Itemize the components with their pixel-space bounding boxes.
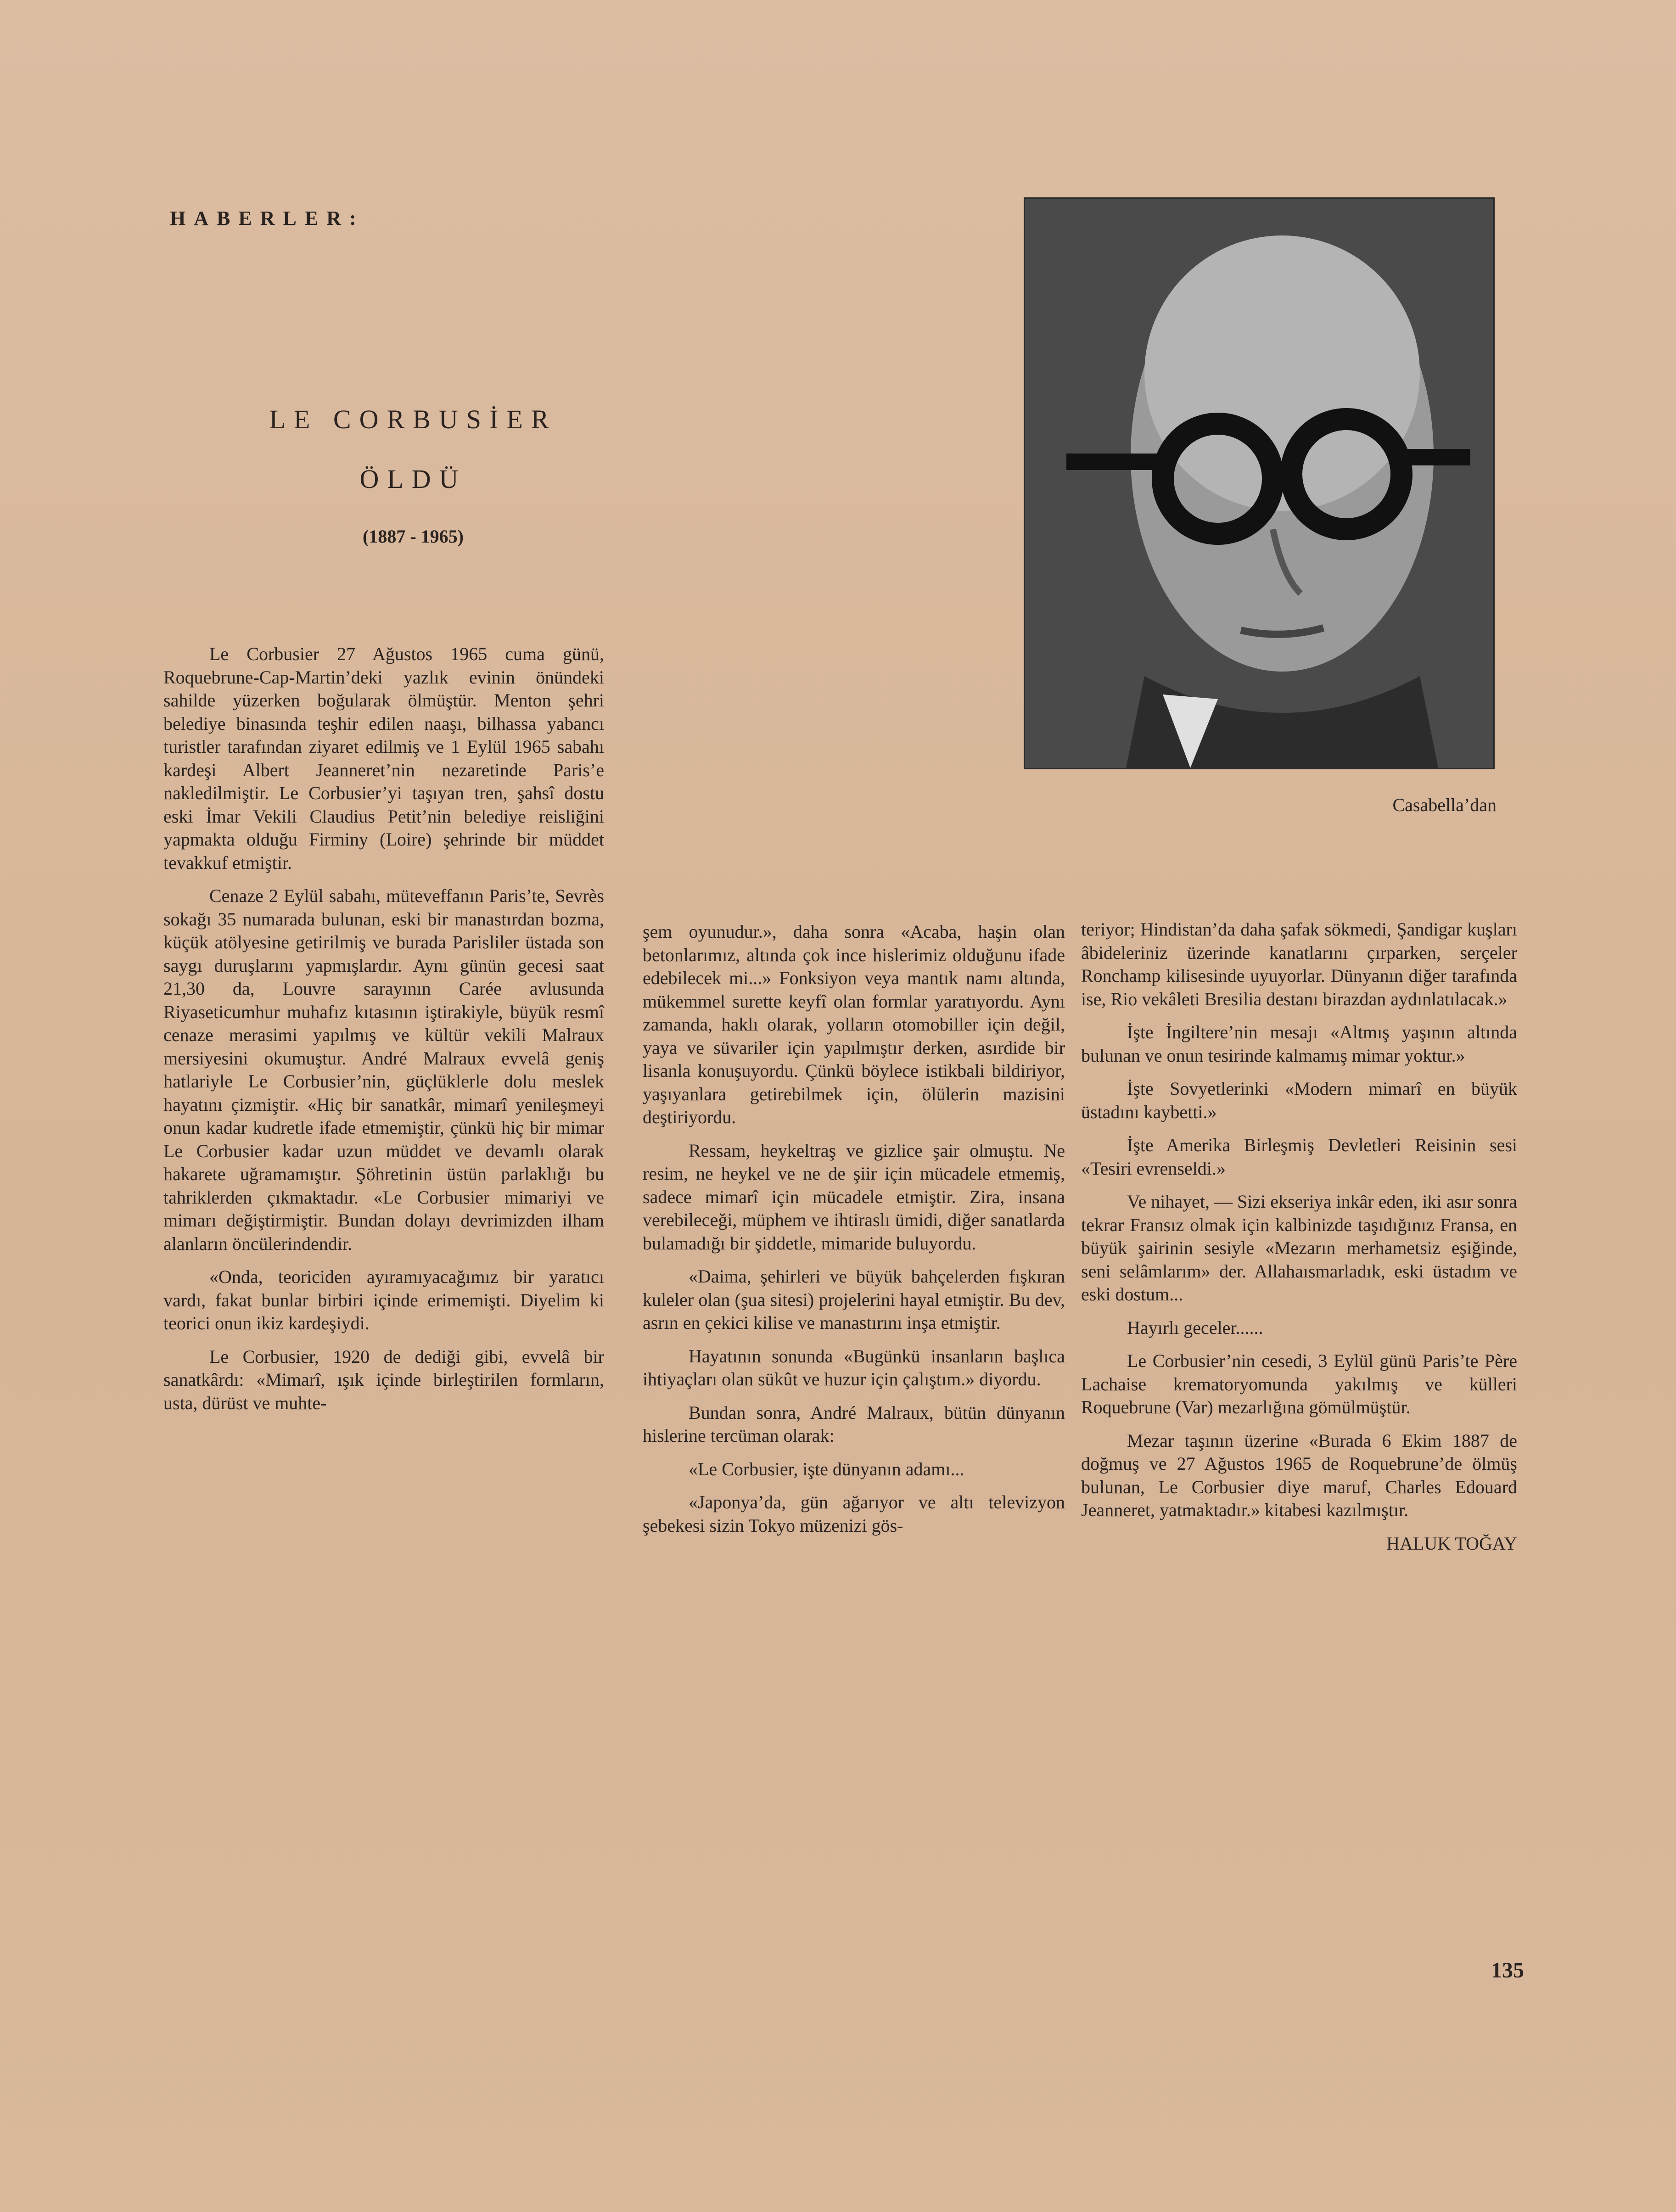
paragraph: Ressam, heykeltraş ve gizlice şair olmuştu. Ne resim, ne heykel ve ne de şiir için mücadele etmemiş, sadece mimarî için mücadele etmiştir. Zira, insana verebileceği, müphem ve ihtiraslı ümidi, diğer sanatlarda bulamadığı bir şiddetle, mimaride buluyordu. <box>643 1140 1065 1254</box>
author-name: HALUK TOĞAY <box>1386 1533 1517 1554</box>
paragraph: İşte İngiltere’nin mesajı «Altmış yaşının altında bulunan ve onun tesirinde kalmamış mimar yoktur.» <box>1081 1022 1517 1066</box>
paragraph: Le Corbusier 27 Ağustos 1965 cuma günü, Roquebrune-Cap-Martin’deki yazlık evinin önündeki sahilde yüzerken boğularak ölmüştür. Menton şehri belediye binasında teşhir edilen naaşı, bilhassa yabancı turistler tarafından ziyaret edilmiş ve 1 Eylül 1965 sabahı kardeşi Albert Jeanneret’nin nezaretinde Paris’e nakledilmiştir. Le Corbusier’yi taşıyan tren, şahsî dostu eski İmar Vekili Claudius Petit’nin belediye reisliğini yapmakta olduğu Firminy (Loire) şehrinde bir müddet tevakkuf etmiştir. <box>163 644 604 873</box>
paragraph: «Le Corbusier, işte dünyanın adamı... <box>689 1458 964 1479</box>
column-3 <box>1081 918 1517 1555</box>
portrait-photo <box>1024 197 1495 769</box>
column-2 <box>643 920 1065 1547</box>
paragraph: Mezar taşının üzerine «Burada 6 Ekim 1887 de doğmuş ve 27 Ağustos 1965 de Roquebrune’de ölmüş bulunan, Le Corbusier diye maruf, Charles Edouard Jeanneret, yatmaktadır.» kitabesi kazılmıştır. <box>1081 1430 1517 1520</box>
paragraph: «Japonya’da, gün ağarıyor ve altı televizyon şebekesi sizin Tokyo müzenizi gös- <box>643 1492 1065 1536</box>
paragraph: Bundan sonra, André Malraux, bütün dünyanın hislerine tercüman olarak: <box>643 1402 1065 1446</box>
article-subtitle: ÖLDÜ <box>359 464 467 494</box>
paragraph: Le Corbusier, 1920 de dediği gibi, evvelâ bir sanatkârdı: «Mimarî, ışık içinde birleştirilen formların, usta, dürüst ve muhte- <box>163 1346 604 1413</box>
page-number: 135 <box>1491 1958 1524 1982</box>
article-title: LE CORBUSİER <box>269 404 557 434</box>
paragraph: Hayatının sonunda «Bugünkü insanların başlıca ihtiyaçları olan sükût ve huzur için çalıştım.» diyordu. <box>643 1345 1065 1389</box>
paragraph: İşte Amerika Birleşmiş Devletleri Reisinin sesi «Tesiri evrenseldi.» <box>1081 1135 1517 1179</box>
paragraph: İşte Sovyetlerinki «Modern mimarî en büyük üstadını kaybetti.» <box>1081 1078 1517 1122</box>
section-label: HABERLER: <box>170 207 364 230</box>
column-1 <box>163 643 604 1425</box>
paragraph: Hayırlı geceler...... <box>1127 1317 1263 1338</box>
paragraph: «Daima, şehirleri ve büyük bahçelerden fışkıran kuleler olan (şua sitesi) projelerini hayal etmiştir. Bu dev, asrın en çekici kilise ve manastırını inşa etmiştir. <box>643 1266 1065 1333</box>
article-dates: (1887 - 1965) <box>363 526 464 547</box>
portrait-illustration <box>1025 199 1493 768</box>
photo-caption: Casabella’dan <box>1392 795 1497 815</box>
paragraph: Ve nihayet, — Sizi ekseriya inkâr eden, iki asır sonra tekrar Fransız olmak için kalbinizde taşıdığınız Fransa, en büyük şairinin sesiyle «Mezarın merhametsiz eşiğinde, seni selâmlarım» der. Allahaısmarladık, eski üstadım ve eski dostum... <box>1081 1191 1517 1305</box>
paragraph: şem oyunudur.», daha sonra «Acaba, haşin olan betonlarımız, altında çok ince hislerimiz olduğunu ifade edebilecek mi...» Fonksiyon veya mantık namı altında, mükemmel surette keyfî olan formlar yaratıyordu. Aynı zamanda, haklı olarak, yolların otomobiller için değil, yaya ve süvariler için yapılmıştır derken, asırdide bir lisanla konuşuyordu. Çünkü böylece istikbali bildiriyor, yaşıyanlara getirebilmek için, ölülerin mazisini deştiriyordu. <box>643 921 1065 1127</box>
paragraph: Le Corbusier’nin cesedi, 3 Eylül günü Paris’te Père Lachaise krematoryomunda yakılmış ve külleri Roquebrune (Var) mezarlığına gömülmüştür. <box>1081 1350 1517 1417</box>
paragraph: teriyor; Hindistan’da daha şafak sökmedi, Şandigar kuşları âbideleriniz üzerinde kanatlarını çırparken, serçeler Ronchamp kilisesinde uyuyorlar. Dünyanın diğer tarafında ise, Rio vekâleti Bresilia destanı birazdan aydınlatılacak.» <box>1081 919 1517 1009</box>
paragraph: Cenaze 2 Eylül sabahı, müteveffanın Paris’te, Sevrès sokağı 35 numarada bulunan, eski bir manastırdan bozma, küçük atölyesine getirilmiş ve burada Parisliler üstada son saygı duruşlarını yapmışlardır. Aynı günün gecesi saat 21,30 da, Louvre sarayının Carée avlusunda Riyaseticumhur muhafız kıtasının iştirakiyle, büyük resmî cenaze merasimi yapılmış ve kültür vekili Malraux mersiyesini okumuştur. André Malraux evvelâ geniş hatlariyle Le Corbusier’nin, güçlüklerle dolu meslek hayatını çizmiştir. «Hiç bir sanatkâr, mimarî yenileşmeyi onun kadar kudretle ifade etmemiştir, çünkü hiç bir mimar Le Corbusier kadar uzun müddet ve devamlı olarak hakarete uğramamıştır. Şöhretinin üstün parlaklığı bu tahriklerden çıkmaktadır. «Le Corbusier mimariyi ve mimarı değiştirmiştir. Bundan dolayı devrimizden ilham alanların öncülerindendir. <box>163 885 604 1254</box>
paragraph: «Onda, teoriciden ayıramıyacağımız bir yaratıcı vardı, fakat bunlar birbiri içinde erimemişti. Diyelim ki teorici onun ikiz kardeşiydi. <box>163 1266 604 1333</box>
